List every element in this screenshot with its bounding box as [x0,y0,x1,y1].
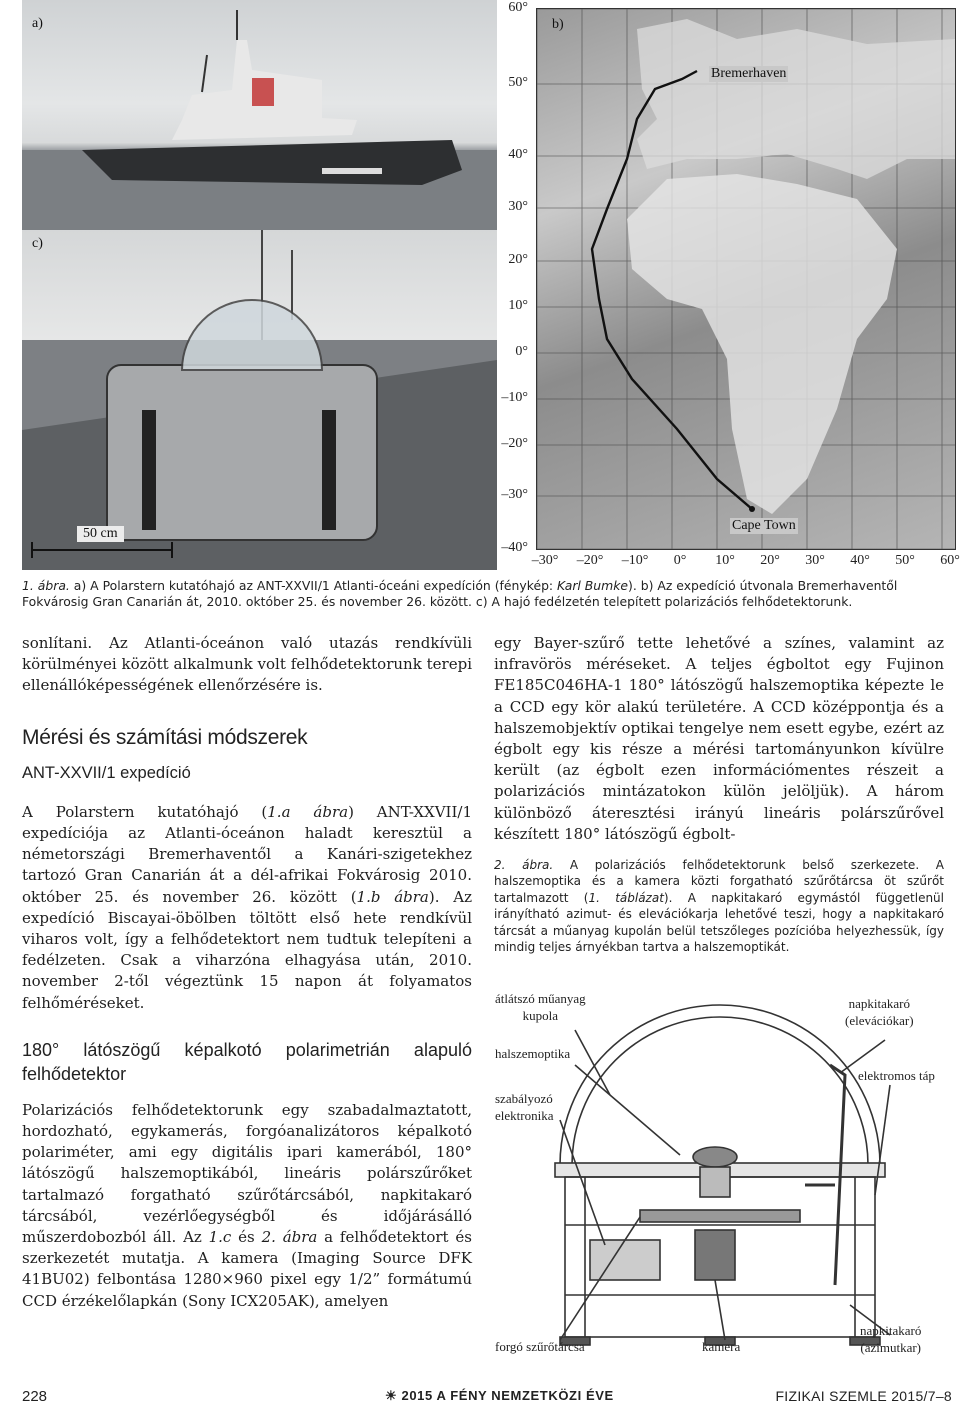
dome-label-line1: átlátszó műanyag [495,991,586,1006]
map-graphic [537,9,955,549]
figure2-diagram [490,985,952,1365]
figure1-caption [22,578,952,610]
figure-ref-1c: 1.c [208,1228,232,1247]
longitude-label: 20° [760,553,780,568]
photo-c-label: c) [32,236,43,251]
latitude-label: 50° [508,75,528,90]
dome-label [495,990,586,1024]
longitude-label: –20° [576,553,604,568]
figure2-caption-text-b: ). A napkitakaró egymástól függetlenül irányítható azimut- és elevációkarja lehetővé teszi, hogy a napkitakaró tárcsát a műanyag kupolán belül tetszőleges pozícióba helyezhessük, így mindig teljes árnyékban tartva a halszemoptikát. [494,890,944,955]
detector-illustration [22,230,497,570]
occulter-elevation-line2: (elevációkar) [845,1013,914,1028]
longitude-label: –30° [531,553,559,568]
longitude-label: 0° [673,553,687,568]
latitude-label: 40° [508,147,528,162]
figure1-caption-text2: ). b) Az expedíció útvonala Bremerhaventől Fokvárosig Gran Canarián át, 2010. október 25. és november 26. között. c) A hajó fedélzetén telepített polarizációs felhődetektorunk. [22,578,898,609]
right-column [494,633,944,955]
sun-logo-icon: ☀ [385,1388,398,1403]
polarstern-ship-photo [22,0,497,230]
figure-ref-1a: 1.a ábra [267,802,349,821]
expedition-paragraph [22,802,472,1014]
occulter-elevation-label [845,995,914,1029]
figure-ref-2: 2. ábra [261,1228,318,1247]
page-number: 228 [22,1388,48,1405]
dome-label-line2: kupola [522,1008,558,1023]
camera-paragraph: egy Bayer-szűrő tette lehetővé a színes, valamint az infravörös méréseket. A teljes égboltot egy Fujinon FE185C046HA-1 180° látószögű halszemoptika képezte le a CCD egy kör alakú területére. A CCD középpontja és a halszemobjektív optikai tengelye nem esett egybe, ezért az égbolt egy kis része a mérési tartományunkon kívülre került (az égbolt ezen információmentes részeit a polarizációs mintázatokon külön jelöljük). A három különböző áteresztési irányú lineáris polárszűrővel készített 180° látószögű égbolt- [494,634,944,843]
table-ref: 1. táblázat [588,890,664,905]
filterwheel-label: forgó szűrőtárcsa [495,1339,585,1354]
year-of-light-banner [385,1388,614,1404]
longitude-label: –10° [621,553,649,568]
electronics-label-line1: szabályozó [495,1091,553,1106]
latitude-label: 30° [508,199,528,214]
scale-bar-label: 50 cm [77,526,124,542]
occulter-azimuth-line2: (azimutkar) [860,1340,921,1355]
bremerhaven-label: Bremerhaven [711,66,787,81]
section2-title: 180° látószögű képalkotó polarimetrián alapuló felhődetektor [22,1039,472,1084]
expedition-route-map [536,8,956,550]
longitude-label: 60° [940,553,960,568]
para2-text-c: a felhődetektort és szerkezetét mutatja. A kamera (Imaging Source DFK 41BU02) felbontása 1280×960 pixel egy 1/2” formátumú CCD érzékelőlapkán (Sony ICX205AK), amelyen [22,1228,472,1310]
occulter-azimuth-label [860,1322,921,1356]
cape-town-label: Cape Town [732,518,796,533]
left-column [22,633,472,1312]
para2-text-a: Polarizációs felhődetektorunk egy szabadalmaztatott, hordozható, egykamerás, forgóanalizátoros képalkotó polariméter, ami egy digitális ipari kamerából, 180° látószögű halszemoptikából, lineáris polárszűrőket tartalmazó forgatható szűrőtárcsából, napkitakaró tárcsából, vezérlőegységből és időjárásálló műszerdobozból áll. Az [22,1100,472,1247]
cloud-detector-photo [22,230,497,570]
year-of-light-text: 2015 A FÉNY NEMZETKÖZI ÉVE [401,1388,614,1403]
power-label: elektromos táp [858,1068,935,1083]
latitude-label: –20° [501,436,528,451]
latitude-label: 20° [508,252,528,267]
latitude-label: 0° [515,344,528,359]
latitude-label: –30° [501,487,528,502]
longitude-label: 40° [850,553,870,568]
electronics-label-line2: elektronika [495,1108,554,1123]
subsection-title: ANT-XXVII/1 expedíció [22,763,191,782]
para1-text-c: ). Az expedíció Biscayai-öbölben töltött első hete rendkívül viharos volt, így a felhődetektort nem tudtuk telepíteni a fedélzeten. Csak a viharzóna elhagyása után, 2010. november 2-től végeztünk 15 napon át folyamatos felhőméréseket. [22,887,473,1012]
occulter-elevation-line1: napkitakaró [848,996,910,1011]
figure1-caption-text1: a) A Polarstern kutatóhajó az ANT-XXVII/1 Atlanti-óceáni expedíción (fénykép: [69,578,558,593]
section-title: Mérési és számítási módszerek [22,725,308,749]
para1-text-a: A Polarstern kutatóhajó ( [22,802,268,821]
ship-illustration [22,0,497,230]
detector-schematic [490,985,952,1365]
figure-ref-1b: 1.b ábra [356,887,429,906]
occulter-azimuth-line1: napkitakaró [860,1323,922,1338]
figure1-caption-credit: Karl Bumke [557,578,629,593]
longitude-label: 10° [715,553,735,568]
latitude-label: 10° [508,298,528,313]
journal-name: FIZIKAI SZEMLE [775,1388,887,1404]
journal-footer [775,1388,952,1404]
latitude-label: 60° [508,0,528,15]
electronics-label [495,1090,553,1124]
figure2-caption [494,857,944,955]
para1-text-b: ) ANT-XXVII/1 expedíciója az Atlanti-óceánon haladt keresztül a németországi Bremerhaventől a Kanári-szigetekhez tartozó Gran Canarián át a dél-afrikai Fokvárosig 2010. október 25. és november 26. között ( [22,802,472,906]
journal-issue: 2015/7–8 [891,1388,952,1404]
detector-paragraph [22,1100,472,1312]
longitude-label: 30° [805,553,825,568]
fisheye-label: halszemoptika [495,1046,571,1061]
camera-label: kamera [702,1339,741,1354]
longitude-label: 50° [895,553,915,568]
intro-paragraph: sonlítani. Az Atlanti-óceánon való utazás rendkívüli körülményei között alkalmunk volt felhődetektorunk terepi ellenállóképességének ellenőrzésére is. [22,634,472,695]
para2-text-b: és [231,1228,262,1247]
latitude-label: –10° [501,390,528,405]
latitude-label: –40° [501,540,528,555]
figure2-caption-text-a: A polarizációs felhődetektorunk belső szerkezete. A halszemoptika és a kamera közti forgatható szűrőtárcsa öt szűrőt tartalmazott ( [494,858,944,905]
map-label: b) [552,17,564,32]
figure1-caption-label: 1. ábra. [22,578,70,593]
photo-a-label: a) [32,16,43,31]
figure2-caption-label: 2. ábra. [494,858,554,873]
